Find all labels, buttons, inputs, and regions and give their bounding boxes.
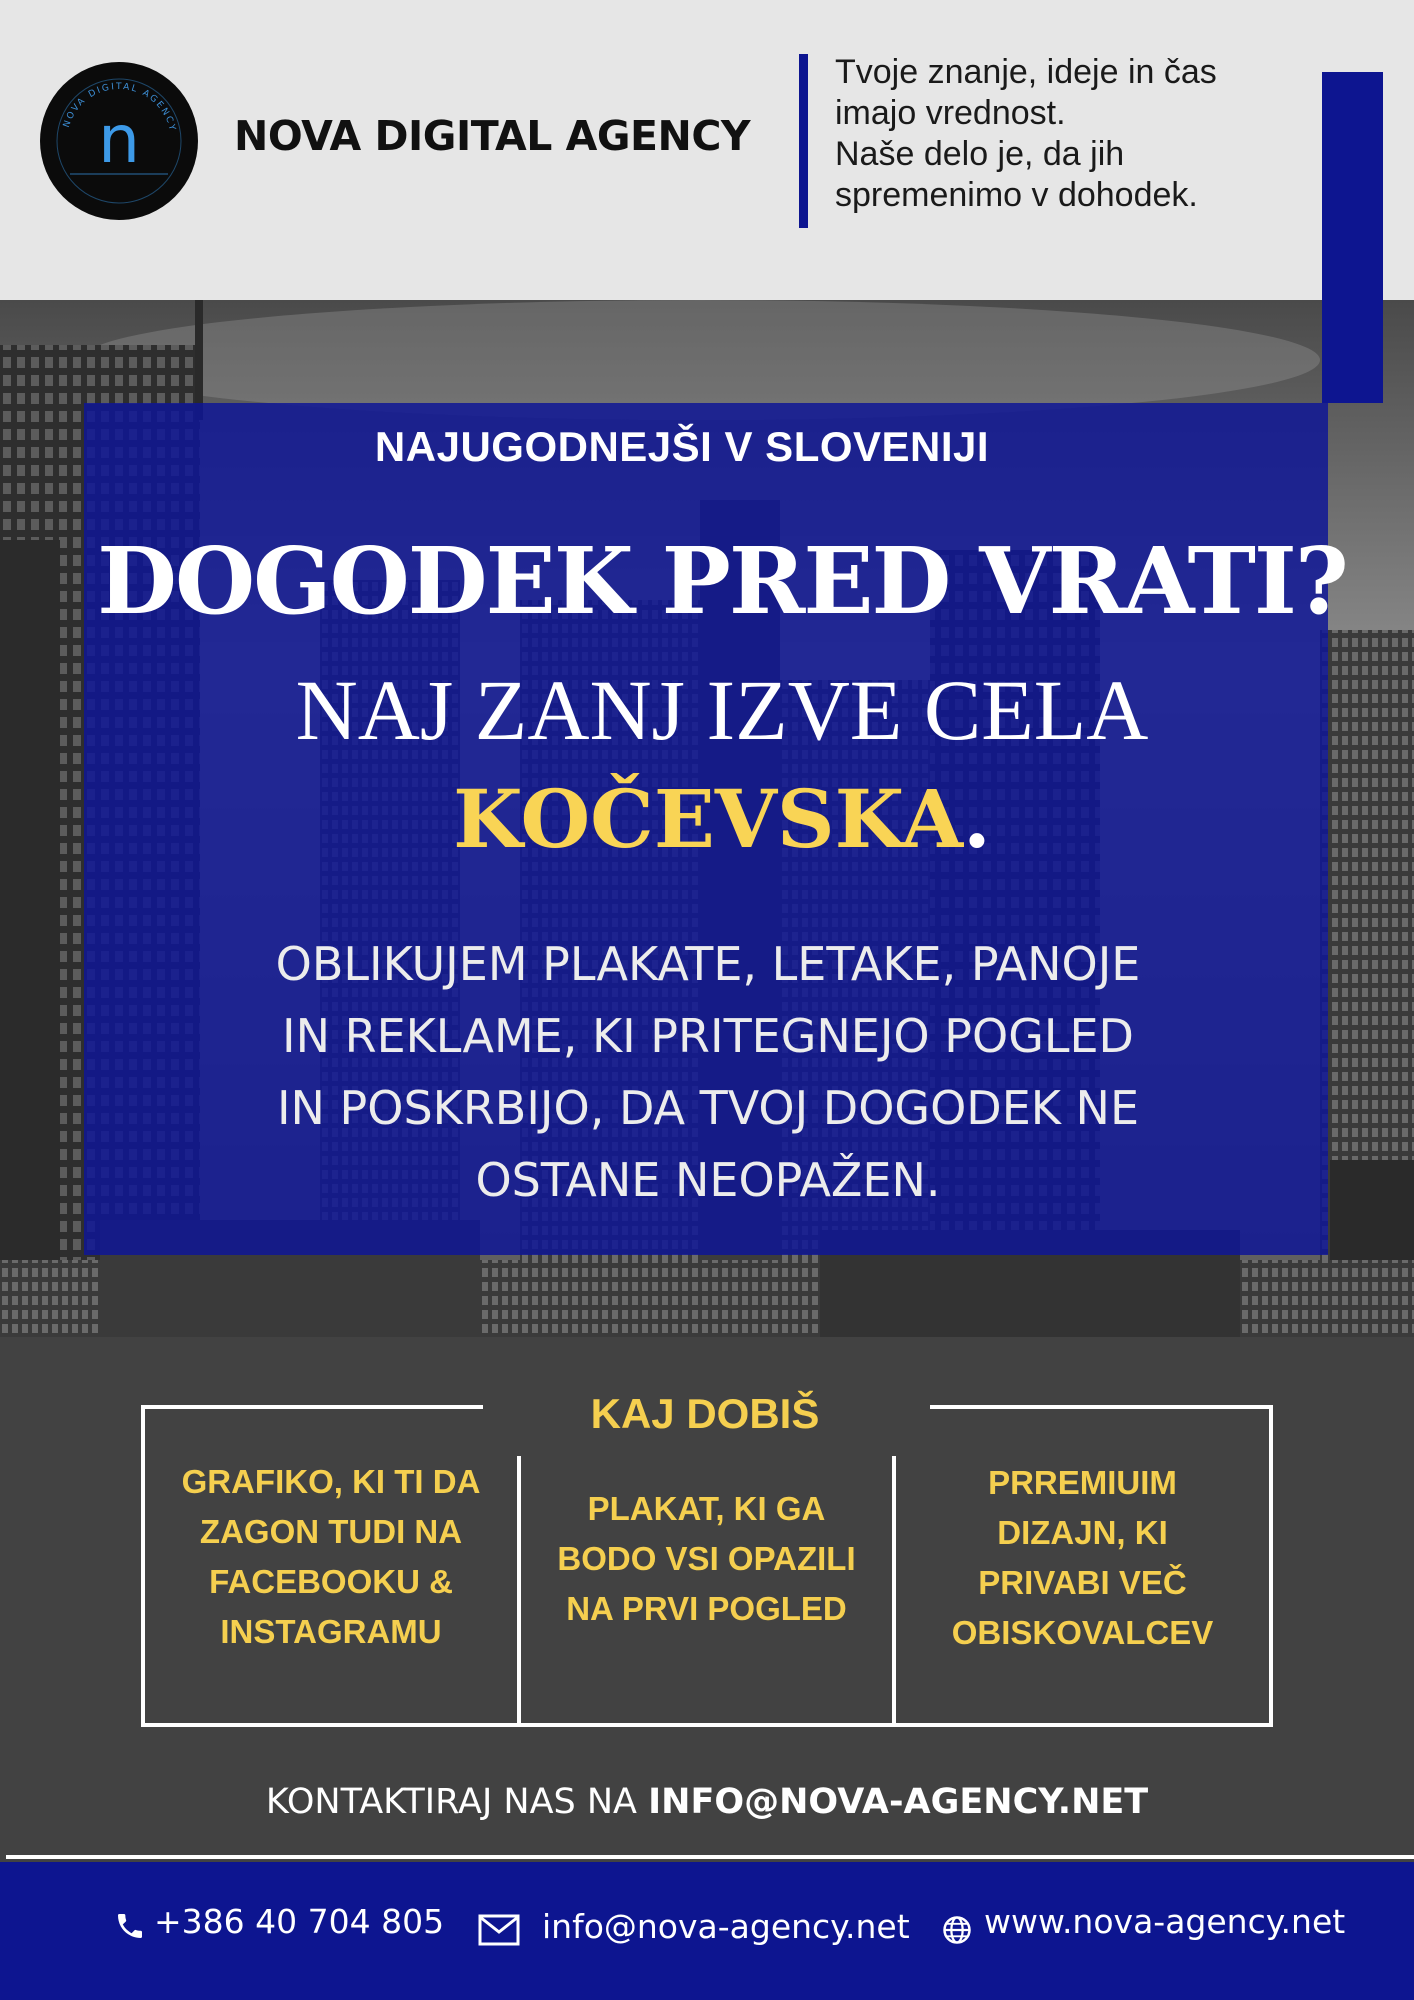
tagline-line: spremenimo v dohodek. xyxy=(835,176,1198,214)
benefit-line: DIZAJN, KI xyxy=(997,1514,1168,1551)
hero-location-accent: KOČEVSKA xyxy=(453,772,964,866)
hero-description-line: OBLIKUJEM PLAKATE, LETAKE, PANOJE xyxy=(275,937,1141,991)
tagline-line: Naše delo je, da jih xyxy=(835,135,1125,173)
benefit-social-graphics xyxy=(145,1457,517,1657)
contact-callout xyxy=(0,1782,1414,1822)
benefit-line: ZAGON TUDI NA xyxy=(199,1513,463,1550)
benefit-line: PLAKAT, KI GA xyxy=(587,1490,826,1527)
contact-prefix: KONTAKTIRAJ NAS NA xyxy=(265,1782,649,1822)
hero-headline: DOGODEK PRED VRATI? xyxy=(97,527,1347,635)
hero-subheadline: NAJ ZANJ IZVE CELA xyxy=(295,662,1149,758)
hero-location-period: . xyxy=(963,772,991,866)
tagline-line: Tvoje znanje, ideje in čas xyxy=(835,53,1217,91)
hero-location-line xyxy=(84,772,1360,866)
globe-icon xyxy=(942,1915,972,1945)
benefit-line: PRREMIUIM xyxy=(988,1464,1177,1501)
benefits-box-bottom xyxy=(141,1723,1273,1727)
hero-description xyxy=(110,928,1306,1216)
benefit-line: NA PRVI POGLED xyxy=(566,1590,847,1627)
benefit-poster xyxy=(521,1484,892,1634)
hero-description-line: OSTANE NEOPAŽEN. xyxy=(475,1153,941,1207)
brand-name: NOVA DIGITAL AGENCY xyxy=(234,112,751,160)
footer-website[interactable]: www.nova-agency.net xyxy=(984,1902,1346,1941)
benefit-premium-design xyxy=(896,1458,1269,1658)
hero-description-line: IN POSKRBIJO, DA TVOJ DOGODEK NE xyxy=(276,1081,1140,1135)
benefits-title: KAJ DOBIŠ xyxy=(590,1390,820,1437)
footer-divider xyxy=(6,1855,1414,1859)
benefits-box-top-right xyxy=(930,1405,1273,1409)
decorative-side-bar xyxy=(1322,72,1383,403)
logo-letter: n xyxy=(98,101,140,178)
benefits-box-right xyxy=(1269,1405,1273,1727)
footer-email[interactable]: info@nova-agency.net xyxy=(542,1907,910,1946)
envelope-icon xyxy=(478,1914,520,1946)
benefit-line: INSTAGRAMU xyxy=(220,1613,442,1650)
logo-ring-text: NOVA DIGITAL AGENCY xyxy=(61,81,178,134)
benefit-line: PRIVABI VEČ xyxy=(978,1564,1187,1601)
tagline-line: imajo vrednost. xyxy=(835,94,1066,132)
agency-logo xyxy=(40,62,198,220)
hero-description-line: IN REKLAME, KI PRITEGNEJO POGLED xyxy=(282,1009,1134,1063)
tagline-accent-bar xyxy=(799,54,808,228)
benefit-line: GRAFIKO, KI TI DA xyxy=(181,1463,481,1500)
phone-icon xyxy=(114,1910,146,1942)
logo-graphic xyxy=(40,62,198,220)
benefits-box-top-left xyxy=(141,1405,483,1409)
benefit-line: FACEBOOKU & xyxy=(209,1563,453,1600)
footer-phone[interactable]: +386 40 704 805 xyxy=(154,1902,445,1941)
benefit-line: BODO VSI OPAZILI xyxy=(557,1540,856,1577)
contact-email-link[interactable]: INFO@NOVA-AGENCY.NET xyxy=(648,1782,1149,1822)
header xyxy=(0,0,1414,300)
hero-kicker: NAJUGODNEJŠI V SLOVENIJI xyxy=(374,423,990,470)
tagline xyxy=(835,52,1275,216)
benefit-line: OBISKOVALCEV xyxy=(951,1614,1214,1651)
